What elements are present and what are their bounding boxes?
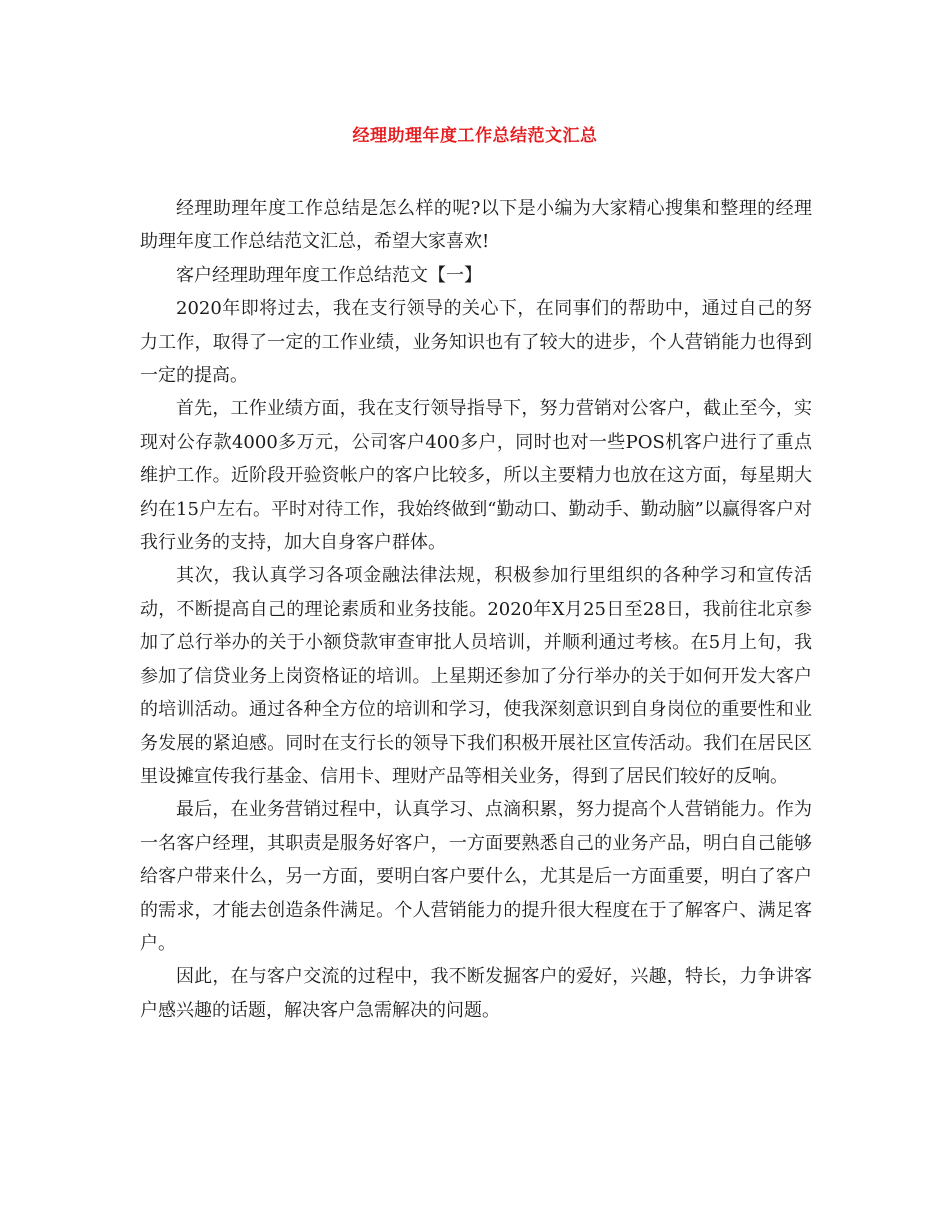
intro-paragraph: 经理助理年度工作总结是怎么样的呢?以下是小编为大家精心搜集和整理的经理助理年度工作总结范文汇总，希望大家喜欢! xyxy=(140,198,812,253)
body-paragraph: 最后，在业务营销过程中，认真学习、点滴积累，努力提高个人营销能力。作为一名客户经理，其职责是服务好客户，一方面要熟悉自己的业务产品，明白自己能够给客户带来什么，另一方面，要明白客户要什么，尤其是后一方面重要，明白了客户的需求，才能去创造条件满足。个人营销能力的提升很大程度在于了解客户、满足客户。 xyxy=(140,799,812,954)
section-heading: 客户经理助理年度工作总结范文【一】 xyxy=(176,264,482,286)
document-body xyxy=(140,192,812,1027)
body-paragraph: 首先，工作业绩方面，我在支行领导指导下，努力营销对公客户，截止至今，实现对公存款4000多万元，公司客户400多户，同时也对一些POS机客户进行了重点维护工作。近阶段开验资帐户的客户比较多，所以主要精力也放在这方面，每星期大约在15户左右。平时对待工作，我始终做到“勤动口、勤动手、勤动脑”以赢得客户对我行业务的支持，加大自身客户群体。 xyxy=(140,398,812,554)
body-paragraph: 其次，我认真学习各项金融法律法规，积极参加行里组织的各种学习和宣传活动，不断提高自己的理论素质和业务技能。2020年X月25日至28日，我前往北京参加了总行举办的关于小额贷款审查审批人员培训，并顺利通过考核。在5月上旬，我参加了信贷业务上岗资格证的培训。上星期还参加了分行举办的关于如何开发大客户的培训活动。通过各种全方位的培训和学习，使我深刻意识到自身岗位的重要性和业务发展的紧迫感。同时在支行长的领导下我们积极开展社区宣传活动。我们在居民区里设摊宣传我行基金、信用卡、理财产品等相关业务，得到了居民们较好的反响。 xyxy=(140,565,812,787)
document-title: 经理助理年度工作总结范文汇总 xyxy=(352,126,598,146)
body-paragraph: 2020年即将过去，我在支行领导的关心下，在同事们的帮助中，通过自己的努力工作，取得了一定的工作业绩，业务知识也有了较大的进步，个人营销能力也得到一定的提高。 xyxy=(140,298,812,387)
body-paragraph: 因此，在与客户交流的过程中，我不断发掘客户的爱好，兴趣，特长，力争讲客户感兴趣的话题，解决客户急需解决的问题。 xyxy=(140,966,812,1021)
